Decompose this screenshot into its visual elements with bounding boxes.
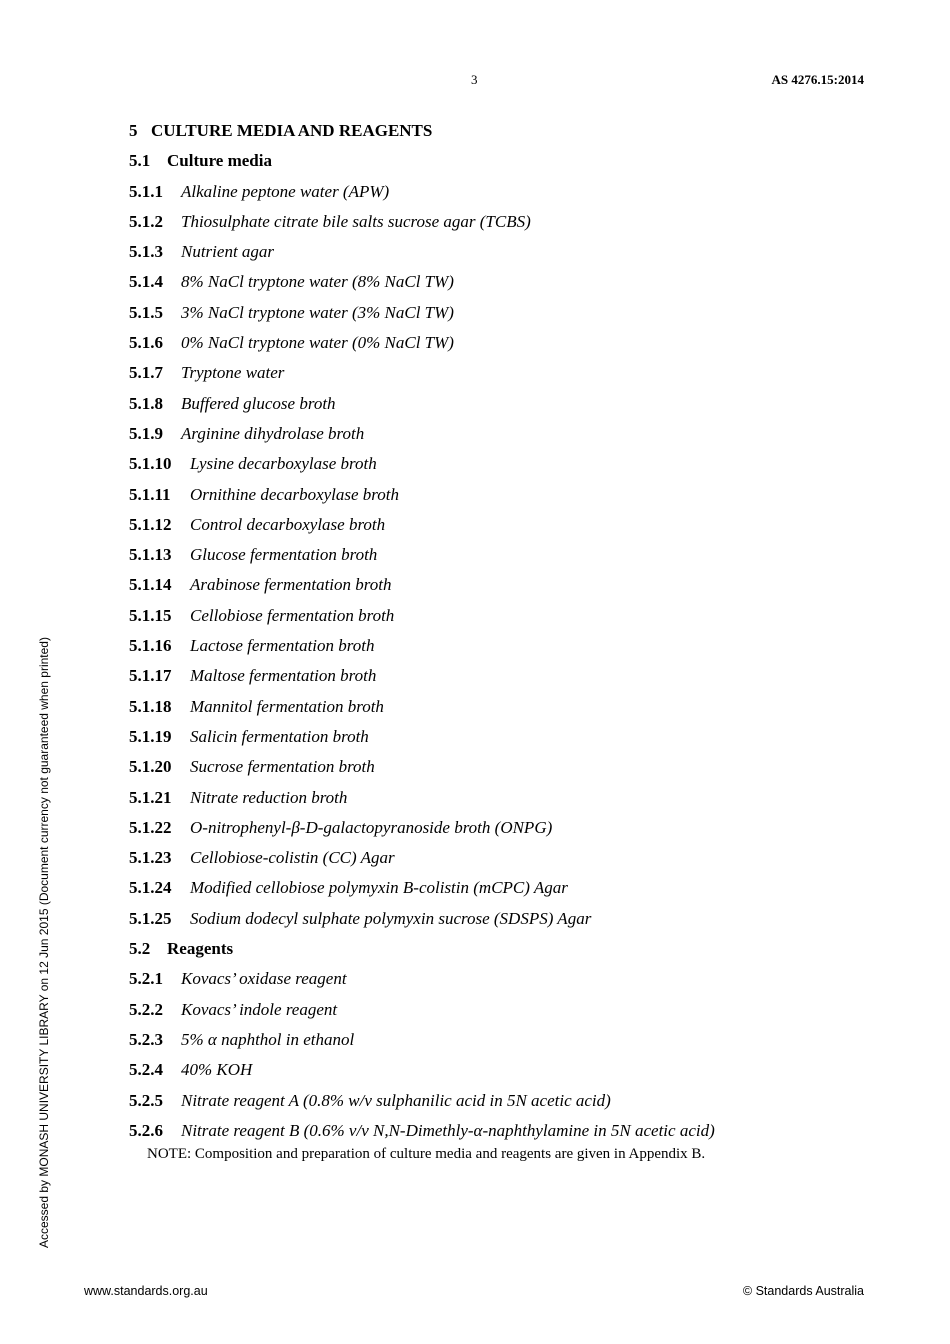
item-text: Buffered glucose broth [181,393,336,413]
item-text: Tryptone water [181,363,285,383]
standard-code: AS 4276.15:2014 [771,72,864,87]
item-number: 5.2.2 [129,999,163,1019]
item-number: 5.1.14 [129,575,172,595]
list-item [129,302,869,332]
list-item [129,635,869,665]
item-number: 5.1.5 [129,302,163,322]
item-text: Nitrate reduction broth [190,787,348,807]
subsection-title: Culture media [167,151,272,171]
list-item [129,696,869,726]
item-text: 0% NaCl tryptone water (0% NaCl TW) [181,333,454,353]
list-item [129,362,869,392]
item-text: Arabinose fermentation broth [190,575,392,595]
list-item [129,181,869,211]
section-heading [129,120,869,150]
item-number: 5.1.8 [129,393,163,413]
item-text: Sucrose fermentation broth [190,757,375,777]
item-number: 5.1.25 [129,908,172,928]
item-number: 5.2.4 [129,1060,163,1080]
list-item [129,271,869,301]
footer-copyright: © Standards Australia [742,1284,864,1298]
list-item [129,574,869,604]
subsection-title: Reagents [167,939,234,959]
item-number: 5.1.22 [129,817,172,837]
item-number: 5.1.20 [129,757,172,777]
list-item [129,908,869,938]
footer-website: www.standards.org.au [84,1284,208,1298]
list-item [129,332,869,362]
item-text: Lysine decarboxylase broth [190,454,377,474]
list-item [129,999,869,1029]
list-item [129,726,869,756]
culture-media-list [129,181,869,938]
item-text: Alkaline peptone water (APW) [181,181,390,201]
item-number: 5.1.2 [129,211,163,231]
list-item [129,817,869,847]
item-number: 5.1.12 [129,514,172,534]
item-text: Modified cellobiose polymyxin B-colistin (mCPC) Agar [190,878,568,898]
item-text: Control decarboxylase broth [190,514,386,534]
subsection-heading-culture-media [129,150,869,180]
item-number: 5.1.18 [129,696,172,716]
item-text: Ornithine decarboxylase broth [190,484,399,504]
item-number: 5.1.13 [129,545,172,565]
item-number: 5.1.9 [129,423,163,443]
list-item [129,1059,869,1089]
list-item [129,1090,869,1120]
item-text: 8% NaCl tryptone water (8% NaCl TW) [181,272,454,292]
list-item [129,605,869,635]
page-number: 3 [471,72,478,87]
document-body [129,120,869,1164]
item-text: Thiosulphate citrate bile salts sucrose agar (TCBS) [181,211,531,231]
item-text: 3% NaCl tryptone water (3% NaCl TW) [181,302,454,322]
item-text: Nutrient agar [181,242,275,262]
item-number: 5.1.6 [129,333,163,353]
item-text: Nitrate reagent B (0.6% v/v N,N-Dimethly-α-naphthylamine in 5N acetic acid) [181,1120,715,1140]
list-item [129,514,869,544]
item-text: Nitrate reagent A (0.8% w/v sulphanilic acid in 5N acetic acid) [181,1090,611,1110]
item-text: Cellobiose fermentation broth [190,605,395,625]
list-item [129,211,869,241]
side-access-notice: Accessed by MONASH UNIVERSITY LIBRARY on 12 Jun 2015 (Document currency not guaranteed when printed) [37,637,51,1248]
list-item [129,241,869,271]
item-number: 5.2.5 [129,1090,163,1110]
item-number: 5.1.21 [129,787,172,807]
list-item [129,453,869,483]
item-number: 5.2.3 [129,1029,163,1049]
item-text: Kovacs’ indole reagent [181,999,338,1019]
item-number: 5.1.3 [129,242,163,262]
list-item [129,665,869,695]
subsection-number: 5.1 [129,151,151,171]
item-text: Sodium dodecyl sulphate polymyxin sucrose (SDSPS) Agar [190,908,592,928]
list-item [129,423,869,453]
item-number: 5.1.4 [129,272,163,292]
item-text: Mannitol fermentation broth [190,696,384,716]
item-number: 5.1.1 [129,181,163,201]
subsection-number: 5.2 [129,939,151,959]
item-text: Arginine dihydrolase broth [181,423,365,443]
list-item [129,756,869,786]
item-number: 5.1.10 [129,454,172,474]
list-item [129,484,869,514]
item-number: 5.1.16 [129,636,172,656]
item-number: 5.1.11 [129,484,171,504]
item-number: 5.1.23 [129,848,172,868]
section-title: CULTURE MEDIA AND REAGENTS [151,121,433,140]
list-item [129,968,869,998]
item-number: 5.1.24 [129,878,172,898]
subsection-heading-reagents [129,938,869,968]
list-item [129,1029,869,1059]
note: NOTE: Composition and preparation of culture media and reagents are given in Appendix B. [147,1146,706,1163]
reagents-list [129,968,869,1150]
item-text: 5% α naphthol in ethanol [181,1029,355,1049]
item-number: 5.1.19 [129,726,172,746]
section-number: 5 [129,121,138,140]
item-text: Lactose fermentation broth [190,636,375,656]
list-item [129,877,869,907]
item-text: O-nitrophenyl-β-D-galactopyranoside broth (ONPG) [190,817,553,837]
item-number: 5.1.15 [129,605,172,625]
item-number: 5.2.6 [129,1120,163,1140]
item-text: Cellobiose-colistin (CC) Agar [190,848,395,868]
item-number: 5.1.17 [129,666,172,686]
item-text: Kovacs’ oxidase reagent [181,969,347,989]
list-item [129,847,869,877]
item-number: 5.2.1 [129,969,163,989]
item-text: Glucose fermentation broth [190,545,378,565]
list-item [129,393,869,423]
item-number: 5.1.7 [129,363,163,383]
list-item [129,787,869,817]
item-text: Salicin fermentation broth [190,726,369,746]
list-item [129,544,869,574]
item-text: Maltose fermentation broth [190,666,377,686]
item-text: 40% KOH [181,1060,253,1080]
